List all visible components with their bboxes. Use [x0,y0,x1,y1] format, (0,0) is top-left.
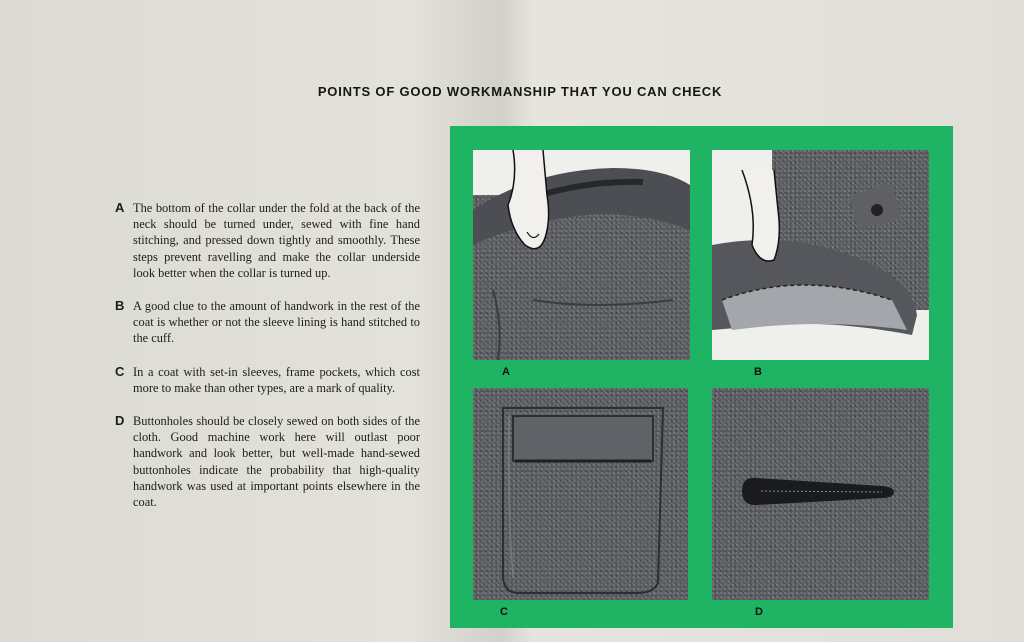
pocket-illustration [473,388,688,600]
item-letter: B [115,298,125,314]
item-letter: C [115,363,125,379]
workmanship-list [115,200,420,527]
photo-panel [450,126,953,628]
item-text: Buttonholes should be closely sewed on both sides of the cloth. Good machine work here will outlast poor handwork and look better, but well-made hand-sewed buttonholes indicate the probability that high-quality handwork was used at important points elsewhere in the coat. [133,414,420,510]
item-letter: D [115,413,125,429]
item-text: In a coat with set-in sleeves, frame pockets, which cost more to make than other types, are a mark of quality. [133,364,420,395]
photo-frame-pocket [473,388,688,600]
item-letter: A [115,200,125,215]
collar-illustration [473,150,690,360]
list-item-b [115,298,420,347]
sleeve-illustration [712,150,929,360]
item-text: The bottom of the collar under the fold at the back of the neck should be turned under, sewed with fine hand stitching, and pressed down tightly and smoothly. These steps prevent ravelling and make the collar underside look better when the collar is turned up. [133,201,420,280]
page-title: POINTS OF GOOD WORKMANSHIP THAT YOU CAN CHECK [317,84,723,99]
buttonhole-illustration [712,388,929,600]
photo-label-a: A [502,366,510,378]
list-item-d [115,413,420,510]
photo-label-c: C [500,606,508,618]
list-item-c [115,364,420,396]
photo-label-d: D [755,606,763,618]
item-text: A good clue to the amount of handwork in the rest of the coat is whether or not the sleeve lining is hand stitched to the cuff. [133,299,420,346]
photo-sleeve-cuff [712,150,929,360]
photo-buttonhole [712,388,929,600]
list-item-a [115,200,420,281]
photo-label-b: B [754,366,762,378]
photo-collar [473,150,690,360]
